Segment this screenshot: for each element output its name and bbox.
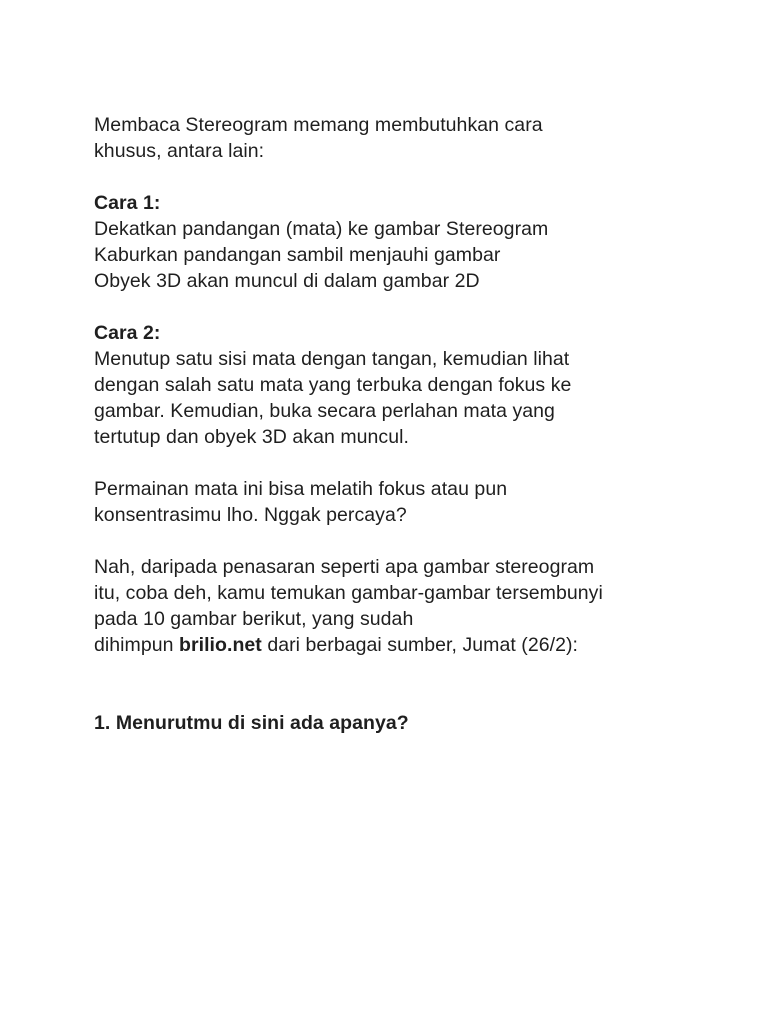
closing-prefix: dihimpun <box>94 634 180 656</box>
closing-line-3: pada 10 gambar berikut, yang sudah <box>94 608 414 630</box>
source-link[interactable]: brilio.net <box>179 634 262 656</box>
cara-1-step-2: Kaburkan pandangan sambil menjauhi gambar <box>94 244 501 266</box>
intro-line-1: Membaca Stereogram memang membutuhkan cara <box>94 114 543 136</box>
closing-line-2: itu, coba deh, kamu temukan gambar-gambar tersembunyi <box>94 582 603 604</box>
cara-2-line-4: tertutup dan obyek 3D akan muncul. <box>94 426 409 448</box>
paragraph-gap <box>94 450 704 476</box>
cara-2-line-2: dengan salah satu mata yang terbuka dengan fokus ke <box>94 374 572 396</box>
cara-1-step-1: Dekatkan pandangan (mata) ke gambar Stereogram <box>94 218 549 240</box>
paragraph-gap <box>94 164 704 190</box>
cara-2-heading: Cara 2: <box>94 322 161 344</box>
cara-1-step-3: Obyek 3D akan muncul di dalam gambar 2D <box>94 270 480 292</box>
cara-1-heading: Cara 1: <box>94 192 161 214</box>
paragraph-gap <box>94 294 704 320</box>
benefit-line-2: konsentrasimu lho. Nggak percaya? <box>94 504 407 526</box>
closing-line-1: Nah, daripada penasaran seperti apa gambar stereogram <box>94 556 595 578</box>
intro-line-2: khusus, antara lain: <box>94 140 265 162</box>
question-heading: 1. Menurutmu di sini ada apanya? <box>94 712 409 734</box>
article-body <box>94 112 704 736</box>
cara-2-line-3: gambar. Kemudian, buka secara perlahan mata yang <box>94 400 555 422</box>
closing-line-4 <box>94 632 704 658</box>
closing-suffix: dari berbagai sumber, Jumat (26/2): <box>261 634 578 656</box>
cara-2-line-1: Menutup satu sisi mata dengan tangan, kemudian lihat <box>94 348 570 370</box>
benefit-line-1: Permainan mata ini bisa melatih fokus atau pun <box>94 478 508 500</box>
paragraph-gap <box>94 528 704 554</box>
section-gap <box>94 658 704 710</box>
